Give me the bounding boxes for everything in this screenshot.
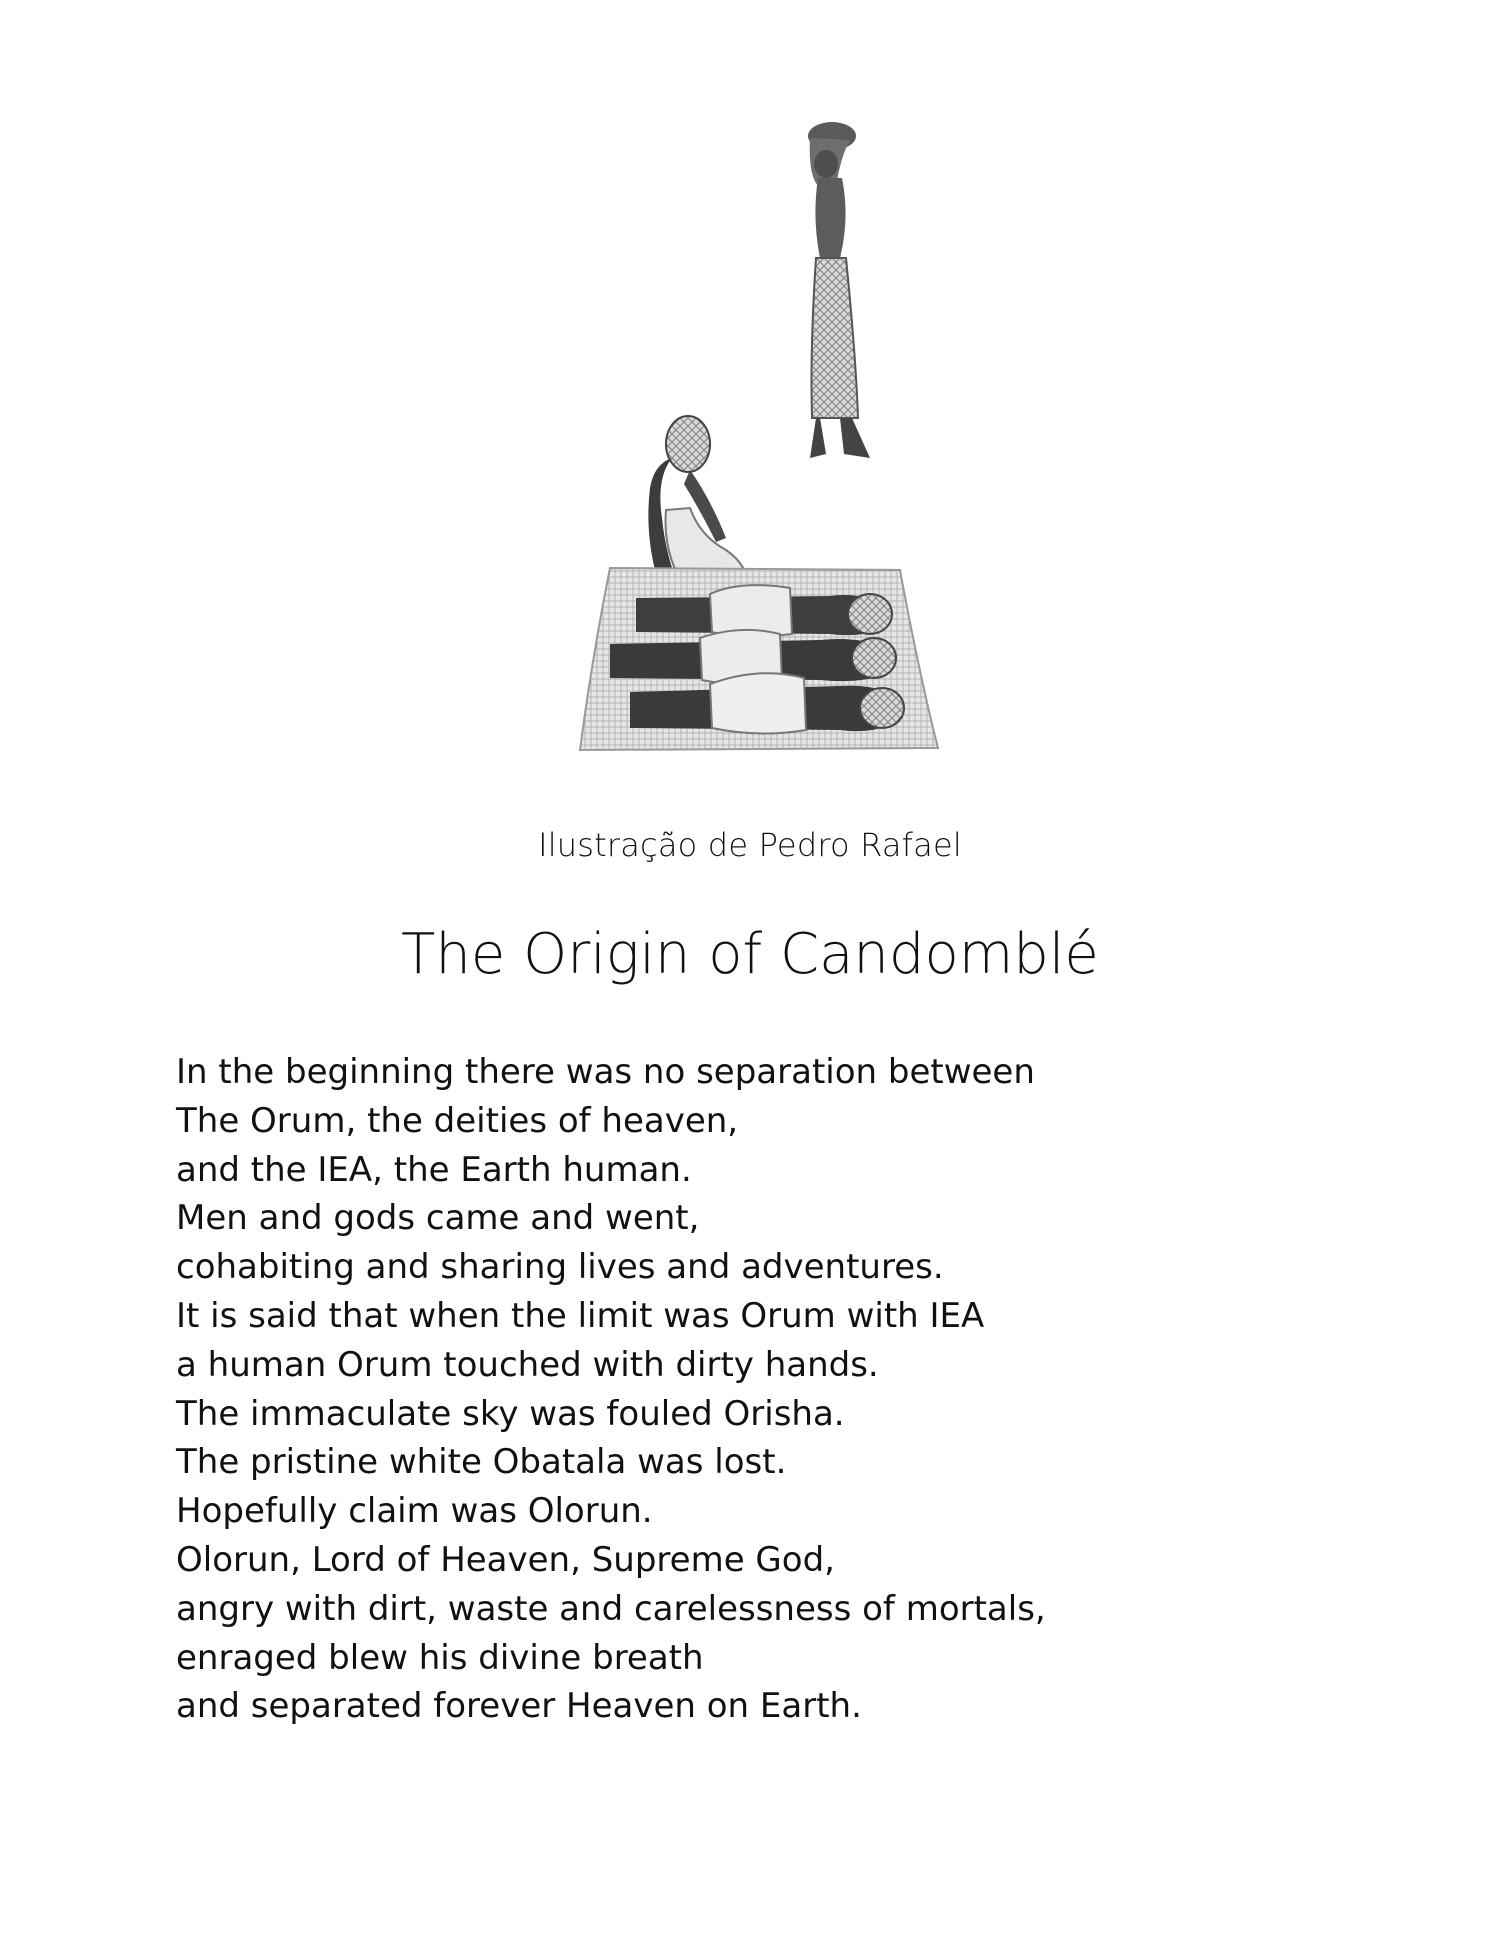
- poem-line: The immaculate sky was fouled Orisha.: [176, 1393, 845, 1434]
- poem-line: The pristine white Obatala was lost.: [176, 1442, 787, 1483]
- prostrate-figures: [610, 585, 904, 733]
- standing-woman-figure: [808, 122, 870, 458]
- poem-line: and separated forever Heaven on Earth.: [176, 1686, 862, 1727]
- poem-line: angry with dirt, waste and carelessness of mortals,: [176, 1588, 1046, 1629]
- poem-line: Olorun, Lord of Heaven, Supreme God,: [176, 1539, 835, 1580]
- page-title: The Origin of Candomblé: [401, 922, 1099, 987]
- poem-line: enraged blew his divine breath: [176, 1637, 704, 1678]
- poem-line: Men and gods came and went,: [176, 1198, 700, 1239]
- poem-text: [176, 1048, 1046, 1731]
- poem-line: It is said that when the limit was Orum with IEA: [176, 1295, 985, 1336]
- illustration-icon: [540, 118, 1000, 778]
- poem-line: a human Orum touched with dirty hands.: [176, 1344, 879, 1385]
- illustration-caption: Ilustração de Pedro Rafael: [538, 826, 962, 864]
- poem-line: Hopefully claim was Olorun.: [176, 1491, 653, 1532]
- poem-line: cohabiting and sharing lives and adventures.: [176, 1247, 944, 1288]
- poem-line: In the beginning there was no separation between: [176, 1052, 1035, 1092]
- poem-line: The Orum, the deities of heaven,: [176, 1100, 739, 1141]
- poem-line: and the IEA, the Earth human.: [176, 1149, 692, 1190]
